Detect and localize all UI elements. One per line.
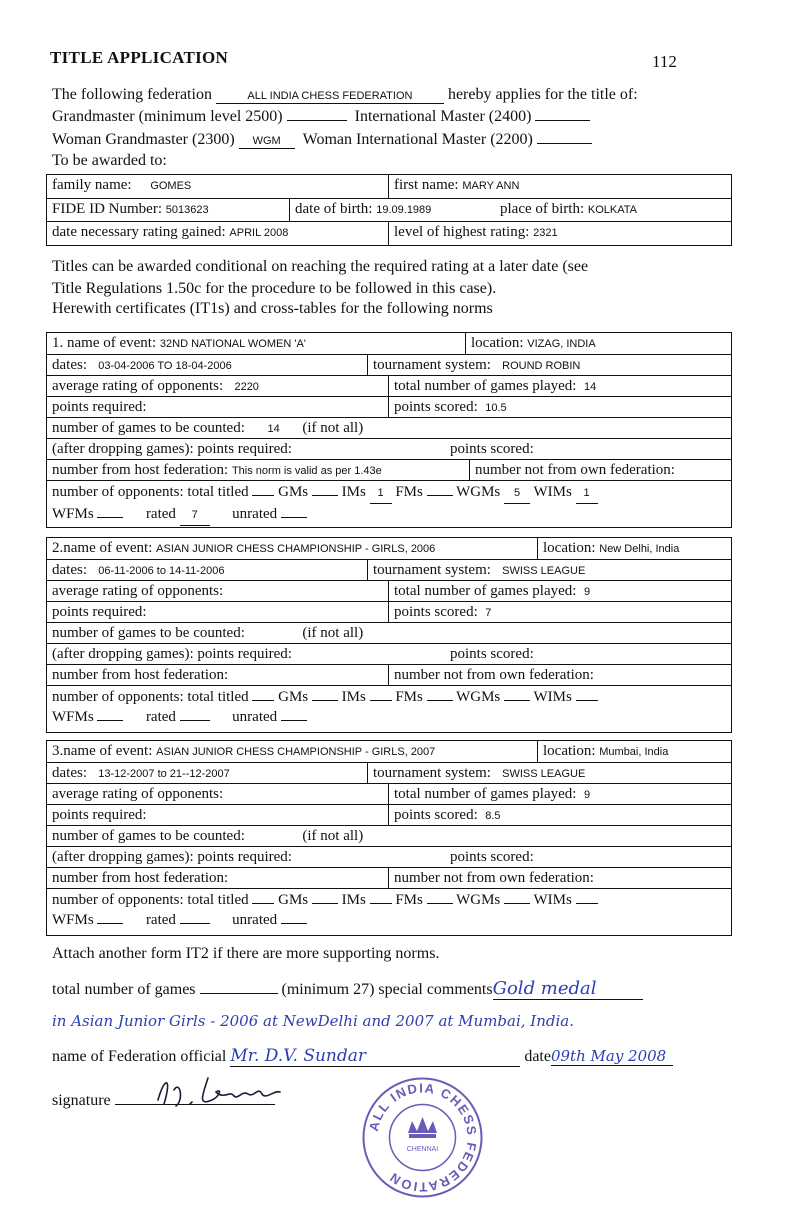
wgm-value: WGM xyxy=(239,134,295,149)
event-points-row: points required: points scored: 8.5 xyxy=(47,804,731,826)
event-name: 32ND NATIONAL WOMEN 'A' xyxy=(159,338,306,350)
event-counted-row: number of games to be counted: (if not all) xyxy=(47,825,731,847)
total-games-blank xyxy=(200,981,278,994)
event-total-games: 14 xyxy=(583,381,597,393)
event-opponents-row: number of opponents: total titled GMs IMs 1 FMs WGMs 5 WIMs 1 WFMs rated 7 unrated xyxy=(47,480,731,527)
player-row-1: family name: GOMES first name: MARY ANN xyxy=(47,175,731,198)
page-number: 112 xyxy=(652,52,677,71)
points-required-label: points required: xyxy=(52,807,147,823)
event-rating-row: average rating of opponents: total number of games played: 9 xyxy=(47,783,731,805)
player-box xyxy=(46,174,732,246)
event-wims xyxy=(576,903,598,904)
first-name: MARY ANN xyxy=(462,180,520,192)
event-dropping-row: (after dropping games): points required: points scored: xyxy=(47,438,731,460)
attach-note: Attach another form IT2 if there are more supporting norms. xyxy=(52,945,440,962)
signature-scribble xyxy=(150,1070,300,1115)
event-points-scored: 10.5 xyxy=(485,402,507,414)
event-total-games: 9 xyxy=(583,586,591,598)
player-row-2: FIDE ID Number: 5013623 date of birth: 19.09.1989 place of birth: KOLKATA xyxy=(47,198,731,222)
event-total-games: 9 xyxy=(583,789,591,801)
special-comment-1: Gold medal xyxy=(493,978,643,1000)
event-opponents-row: number of opponents: total titled GMs IMs FMs WGMs WIMs WFMs rated unrated xyxy=(47,685,731,732)
note-line-2: Title Regulations 1.50c for the procedure to be followed in this case). xyxy=(52,280,497,297)
special-comment-2: in Asian Junior Girls - 2006 at NewDelhi and 2007 at Mumbai, India. xyxy=(52,1012,574,1030)
event-wims xyxy=(576,700,598,701)
event-name-row: 3.name of event: ASIAN JUNIOR CHESS CHAMPIONSHIP - GIRLS, 2007 location: Mumbai, India xyxy=(47,741,731,762)
gm-im-line: Grandmaster (minimum level 2500) International Master (2400) xyxy=(52,108,590,126)
family-name: GOMES xyxy=(150,180,192,192)
norm-event-3 xyxy=(46,740,732,936)
event-wgms xyxy=(504,700,530,701)
sign-date: 09th May 2008 xyxy=(551,1047,673,1066)
event-federation-row: number from host federation: number not from own federation: xyxy=(47,867,731,889)
official-name: Mr. D.V. Sundar xyxy=(230,1046,520,1067)
event-ims xyxy=(370,700,392,701)
event-counted-row: number of games to be counted: 14 (if not all) xyxy=(47,417,731,439)
event-dates: 13-12-2007 to 21--12-2007 xyxy=(98,768,230,780)
event-wgms: 5 xyxy=(504,483,530,504)
event-points-scored: 8.5 xyxy=(485,810,501,822)
federation-seal xyxy=(360,1075,485,1200)
event-games-counted: 14 xyxy=(267,423,280,435)
gm-blank xyxy=(287,108,347,121)
norm-event-1 xyxy=(46,332,732,528)
event-rated: 7 xyxy=(180,505,210,526)
svg-text:CHENNAI: CHENNAI xyxy=(406,1146,439,1153)
event-system: SWISS LEAGUE xyxy=(502,565,586,577)
event-dates-row: dates: 03-04-2006 TO 18-04-2006 tournament system: ROUND ROBIN xyxy=(47,354,731,376)
fide-id: 5013623 xyxy=(165,204,209,216)
points-required-label: points required: xyxy=(52,399,147,415)
event-location: Mumbai, India xyxy=(599,746,669,758)
event-ims: 1 xyxy=(370,483,392,504)
points-required-label: points required: xyxy=(52,604,147,620)
event-location: VIZAG, INDIA xyxy=(527,338,596,350)
event-dates-row: dates: 06-11-2006 to 14-11-2006 tournament system: SWISS LEAGUE xyxy=(47,559,731,581)
wgm-wim-line: Woman Grandmaster (2300) WGM Woman International Master (2200) xyxy=(52,131,592,149)
event-dates: 06-11-2006 to 14-11-2006 xyxy=(98,565,225,577)
official-line: name of Federation official Mr. D.V. Sundar date09th May 2008 xyxy=(52,1046,673,1067)
event-name-row: 1. name of event: 32ND NATIONAL WOMEN 'A' location: VIZAG, INDIA xyxy=(47,333,731,354)
event-rated xyxy=(180,923,210,924)
event-counted-row: number of games to be counted: (if not all) xyxy=(47,622,731,644)
event-system: ROUND ROBIN xyxy=(502,360,581,372)
place-of-birth: KOLKATA xyxy=(587,204,637,216)
event-rating-row: average rating of opponents: 2220 total number of games played: 14 xyxy=(47,375,731,397)
event-points-scored: 7 xyxy=(485,607,492,619)
event-points-row: points required: points scored: 7 xyxy=(47,601,731,623)
event-rated xyxy=(180,720,210,721)
event-location: New Delhi, India xyxy=(599,543,680,555)
highest-rating: 2321 xyxy=(533,227,558,239)
event-system: SWISS LEAGUE xyxy=(502,768,586,780)
signature-line: signature xyxy=(52,1092,275,1110)
date-of-birth: 19.09.1989 xyxy=(376,204,432,216)
im-blank xyxy=(535,108,590,121)
event-dropping-row: (after dropping games): points required: points scored: xyxy=(47,643,731,665)
form-title: TITLE APPLICATION xyxy=(50,48,229,67)
note-line-1: Titles can be awarded conditional on reaching the required rating at a later date (see xyxy=(52,258,589,275)
event-name: ASIAN JUNIOR CHESS CHAMPIONSHIP - GIRLS, 2007 xyxy=(156,746,436,758)
awarded-to: To be awarded to: xyxy=(52,152,167,169)
event-wims: 1 xyxy=(576,483,598,504)
svg-text:ALL INDIA CHESS FEDERATION: ALL INDIA CHESS FEDERATION xyxy=(365,1080,480,1195)
event-federation-row: number from host federation: This norm is valid as per 1.43e number not from own federation: xyxy=(47,459,731,481)
total-games-line: total number of games (minimum 27) special commentsGold medal xyxy=(52,978,643,1000)
event-dropping-row: (after dropping games): points required: points scored: xyxy=(47,846,731,868)
event-host-fed: This norm is valid as per 1.43e xyxy=(231,465,382,477)
norm-event-2 xyxy=(46,537,732,733)
federation-line: The following federation ALL INDIA CHESS FEDERATION hereby applies for the title of: xyxy=(52,86,638,103)
event-name: ASIAN JUNIOR CHESS CHAMPIONSHIP - GIRLS, 2006 xyxy=(156,543,436,555)
event-ims xyxy=(370,903,392,904)
event-opponents-row: number of opponents: total titled GMs IMs FMs WGMs WIMs WFMs rated unrated xyxy=(47,888,731,935)
event-points-row: points required: points scored: 10.5 xyxy=(47,396,731,418)
event-federation-row: number from host federation: number not from own federation: xyxy=(47,664,731,686)
player-row-3: date necessary rating gained: APRIL 2008 level of highest rating: 2321 xyxy=(47,221,731,245)
event-wgms xyxy=(504,903,530,904)
event-dates-row: dates: 13-12-2007 to 21--12-2007 tournament system: SWISS LEAGUE xyxy=(47,762,731,784)
note-line-3: Herewith certificates (IT1s) and cross-tables for the following norms xyxy=(52,300,493,317)
event-rating-row: average rating of opponents: total number of games played: 9 xyxy=(47,580,731,602)
event-name-row: 2.name of event: ASIAN JUNIOR CHESS CHAMPIONSHIP - GIRLS, 2006 location: New Delhi, India xyxy=(47,538,731,559)
event-avg-rating: 2220 xyxy=(234,381,259,393)
wim-blank xyxy=(537,131,592,144)
federation-value: ALL INDIA CHESS FEDERATION xyxy=(216,89,444,104)
event-dates: 03-04-2006 TO 18-04-2006 xyxy=(98,360,232,372)
rating-date: APRIL 2008 xyxy=(229,227,289,239)
